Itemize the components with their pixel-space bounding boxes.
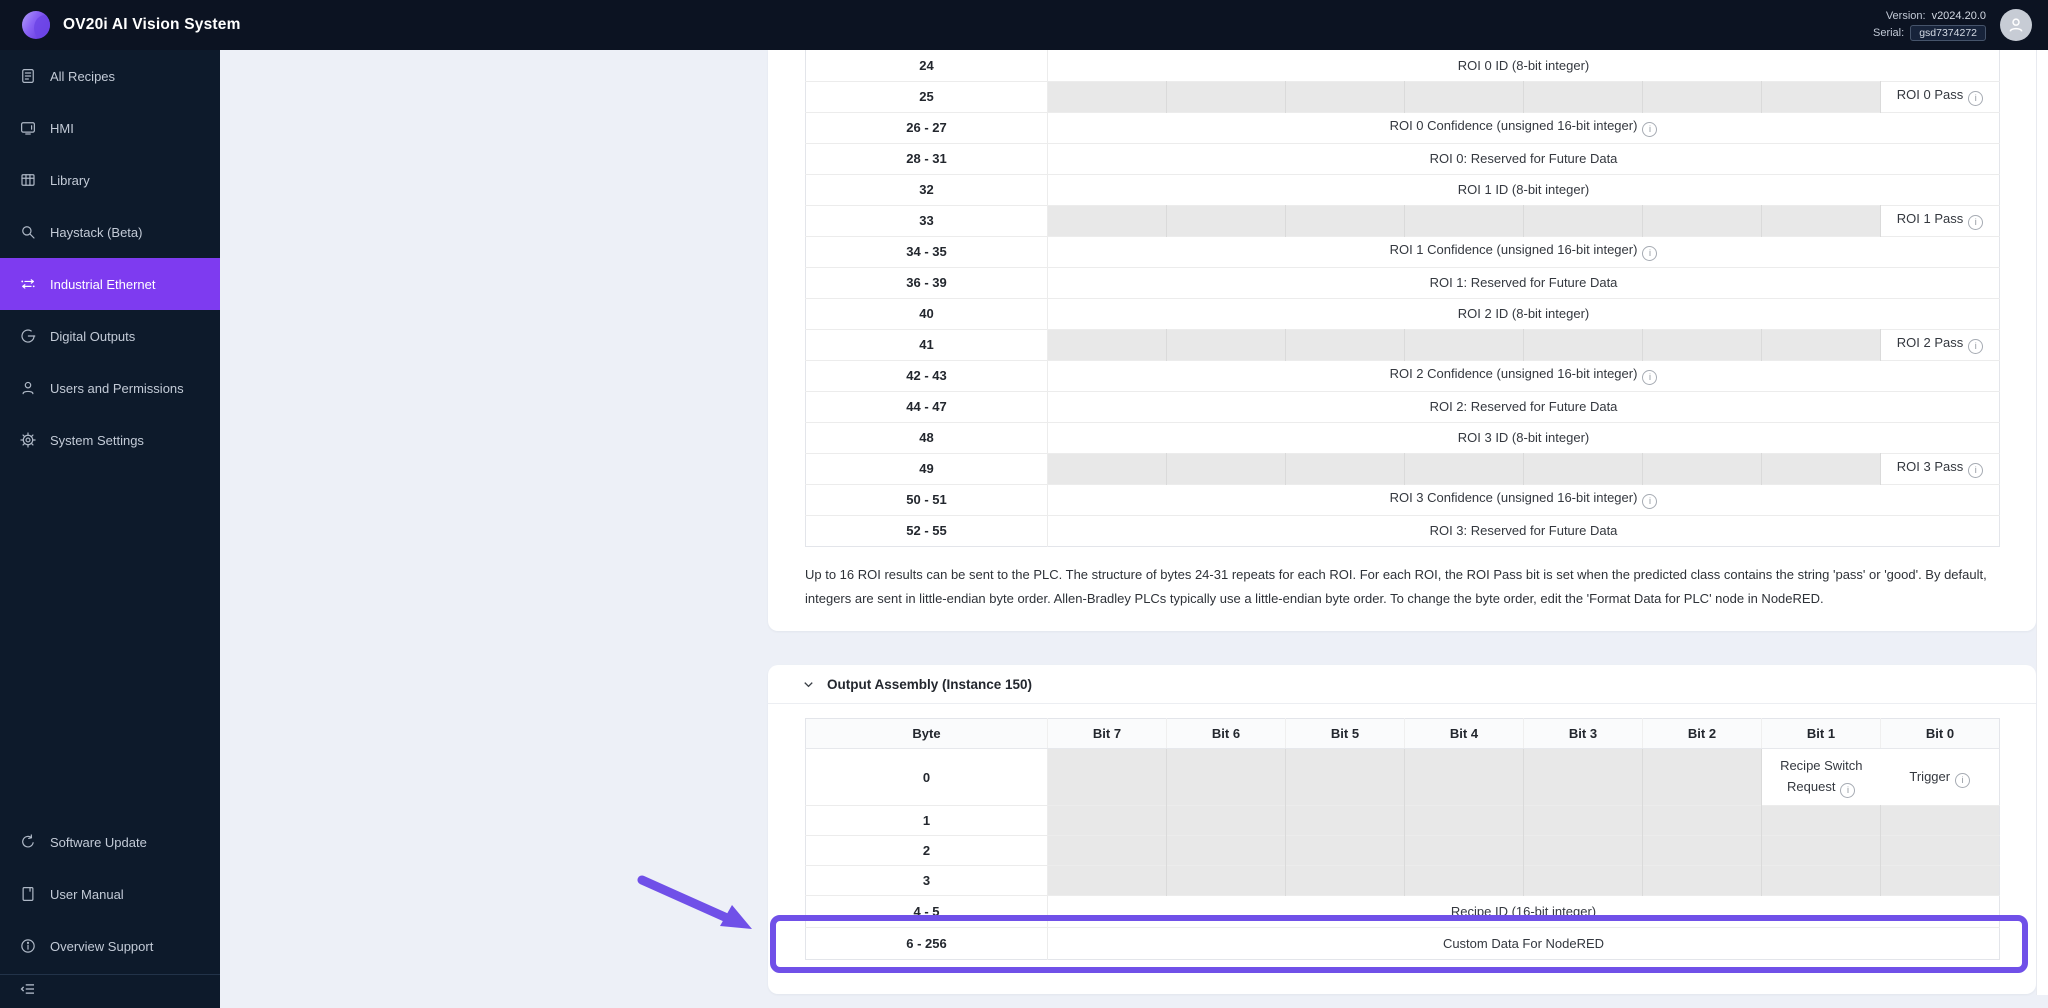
bit-cell — [1643, 836, 1762, 866]
sidebar-item-label: Library — [50, 172, 90, 188]
app-title: OV20i AI Vision System — [63, 16, 241, 33]
desc-cell: ROI 1 ID (8-bit integer) — [1048, 174, 2000, 205]
bit-cell — [1286, 836, 1405, 866]
byte-cell: 52 - 55 — [806, 515, 1048, 546]
sidebar-item-overview-support[interactable] — [0, 920, 220, 972]
table-row — [806, 174, 2000, 205]
output-table-header-row — [806, 719, 2000, 749]
desc-cell: Custom Data For NodeRED — [1048, 928, 2000, 960]
info-icon[interactable]: i — [1968, 215, 1983, 230]
output-assembly-table — [805, 718, 2000, 960]
version-label: Version: — [1885, 9, 1926, 22]
column-header: Bit 0 — [1881, 719, 2000, 749]
sidebar-collapse-button[interactable] — [0, 975, 239, 1008]
desc-cell: ROI 3 Confidence (unsigned 16-bit integer) i — [1048, 484, 2000, 515]
byte-cell: 40 — [806, 298, 1048, 329]
column-header: Bit 4 — [1405, 719, 1524, 749]
bit-cell — [1881, 806, 2000, 836]
bit-cell — [1762, 205, 1881, 236]
serial-label: Serial: — [1873, 26, 1905, 39]
roi-note-paragraph: Up to 16 ROI results can be sent to the PLC. The structure of bytes 24-31 repeats for each ROI. For each ROI, the ROI Pass bit is set when the predicted class contains the string 'pass' or 'good'. By default, integers are sent in little-endian byte order. Allen-Bradley PLCs typically use a little-endian byte order. To change the byte order, edit the 'Format Data for PLC' node in NodeRED. — [805, 566, 1987, 606]
hmi-icon — [19, 119, 37, 137]
sidebar-item-label: Software Update — [50, 834, 147, 850]
sidebar-item-haystack-beta[interactable] — [0, 206, 220, 258]
column-header: Bit 3 — [1524, 719, 1643, 749]
bit-cell — [1167, 205, 1286, 236]
bit-cell — [1643, 749, 1762, 806]
table-row — [806, 806, 2000, 836]
table-row — [806, 112, 2000, 143]
sidebar-item-label: Users and Permissions — [50, 380, 184, 396]
byte-cell: 0 — [806, 749, 1048, 806]
sidebar-item-system-settings[interactable] — [0, 414, 220, 466]
chevron-down-icon — [801, 677, 816, 692]
table-row — [806, 515, 2000, 546]
bit-cell — [1167, 836, 1286, 866]
bit-cell — [1762, 866, 1881, 896]
bit-cell — [1643, 866, 1762, 896]
desc-cell: ROI 0 ID (8-bit integer) — [1457, 57, 1590, 73]
table-row — [806, 866, 2000, 896]
bit-cell — [1762, 806, 1881, 836]
bit-cell — [1405, 453, 1524, 484]
sidebar-item-label: Industrial Ethernet — [50, 276, 156, 292]
byte-cell: 50 - 51 — [806, 484, 1048, 515]
byte-cell: 33 — [806, 205, 1048, 236]
column-header: Bit 7 — [1048, 719, 1167, 749]
desc-cell: ROI 3 ID (8-bit integer) — [1048, 422, 2000, 453]
bit-cell — [1524, 205, 1643, 236]
table-row — [806, 143, 2000, 174]
bit0-cell: Trigger i — [1881, 749, 2000, 806]
bit-cell — [1762, 453, 1881, 484]
bit-cell — [1524, 836, 1643, 866]
table-row — [806, 236, 2000, 267]
sidebar-item-user-manual[interactable] — [0, 868, 220, 920]
byte-cell: 1 — [806, 806, 1048, 836]
serial-badge: gsd7374272 — [1910, 25, 1986, 41]
highlighted-table-row — [806, 928, 2000, 960]
bit-cell — [1405, 806, 1524, 836]
app-logo-icon — [22, 11, 50, 39]
bit-cell — [1286, 806, 1405, 836]
info-icon[interactable]: i — [1642, 122, 1657, 137]
byte-cell: 4 - 5 — [806, 896, 1048, 928]
input-assembly-table — [805, 50, 2000, 547]
info-icon[interactable]: i — [1840, 783, 1855, 798]
bit-cell — [1167, 81, 1286, 112]
table-row — [806, 453, 2000, 484]
sidebar-item-label: Overview Support — [50, 938, 154, 954]
bit-cell — [1167, 866, 1286, 896]
bit-cell — [1524, 749, 1643, 806]
byte-cell: 32 — [806, 174, 1048, 205]
info-icon[interactable]: i — [1968, 91, 1983, 106]
bit-cell — [1762, 329, 1881, 360]
table-row — [806, 81, 2000, 112]
info-circle-icon — [19, 937, 37, 955]
sidebar-item-digital-outputs[interactable] — [0, 310, 220, 362]
sidebar-item-all-recipes[interactable] — [0, 50, 220, 102]
sidebar-item-users-and-permissions[interactable] — [0, 362, 220, 414]
table-row — [806, 205, 2000, 236]
bit-cell — [1524, 866, 1643, 896]
info-icon[interactable]: i — [1955, 773, 1970, 788]
byte-cell: 44 - 47 — [806, 391, 1048, 422]
pass-cell: ROI 3 Pass i — [1881, 453, 2000, 484]
byte-cell: 3 — [806, 866, 1048, 896]
desc-cell: ROI 3: Reserved for Future Data — [1048, 515, 2000, 546]
desc-cell: ROI 0: Reserved for Future Data — [1048, 143, 2000, 174]
sidebar-item-hmi[interactable] — [0, 102, 220, 154]
table-row — [806, 836, 2000, 866]
info-icon[interactable]: i — [1642, 494, 1657, 509]
byte-cell: 24 — [806, 50, 1048, 81]
gear-icon — [19, 431, 37, 449]
bit-cell — [1048, 329, 1167, 360]
column-header: Bit 1 — [1762, 719, 1881, 749]
column-header: Bit 6 — [1167, 719, 1286, 749]
info-icon[interactable]: i — [1642, 246, 1657, 261]
bit-cell — [1643, 205, 1762, 236]
sidebar — [0, 50, 220, 1008]
table-row — [806, 50, 2000, 81]
bit-cell — [1167, 453, 1286, 484]
bit-cell — [1048, 836, 1167, 866]
table-row — [806, 329, 2000, 360]
pass-cell: ROI 0 Pass i — [1881, 81, 2000, 112]
bit-cell — [1643, 806, 1762, 836]
bit1-cell: Recipe Switch Request i — [1762, 749, 1881, 806]
bit-cell — [1048, 205, 1167, 236]
table-row — [806, 391, 2000, 422]
sidebar-item-library[interactable] — [0, 154, 220, 206]
table-row — [806, 267, 2000, 298]
bit-cell — [1643, 81, 1762, 112]
bit-cell — [1048, 806, 1167, 836]
table-row — [806, 422, 2000, 453]
desc-cell: ROI 1 Confidence (unsigned 16-bit integer) i — [1048, 236, 2000, 267]
byte-cell: 48 — [806, 422, 1048, 453]
bit-cell — [1286, 329, 1405, 360]
pass-cell: ROI 1 Pass i — [1881, 205, 2000, 236]
column-header: Byte — [806, 719, 1048, 749]
user-icon — [19, 379, 37, 397]
sidebar-item-label: System Settings — [50, 432, 144, 448]
output-assembly-card — [768, 665, 2036, 994]
bit-cell — [1286, 453, 1405, 484]
byte-cell: 28 - 31 — [806, 143, 1048, 174]
bit-cell — [1405, 866, 1524, 896]
byte-cell: 6 - 256 — [806, 928, 1048, 960]
column-header: Bit 5 — [1286, 719, 1405, 749]
bit-cell — [1286, 205, 1405, 236]
pass-cell: ROI 2 Pass i — [1881, 329, 2000, 360]
desc-cell: ROI 2 ID (8-bit integer) — [1048, 298, 2000, 329]
bit-cell — [1048, 453, 1167, 484]
sidebar-item-label: All Recipes — [50, 68, 116, 84]
bit-cell — [1286, 866, 1405, 896]
bit-cell — [1405, 836, 1524, 866]
library-icon — [19, 171, 37, 189]
sidebar-item-label: User Manual — [50, 886, 124, 902]
table-row — [806, 484, 2000, 515]
bit-cell — [1286, 81, 1405, 112]
byte-cell: 34 - 35 — [806, 236, 1048, 267]
byte-cell: 49 — [806, 453, 1048, 484]
input-assembly-card — [768, 50, 2036, 631]
byte-cell: 25 — [806, 81, 1048, 112]
collapse-sidebar-icon — [19, 980, 37, 1003]
manual-icon — [19, 885, 37, 903]
refresh-icon — [19, 833, 37, 851]
info-icon[interactable]: i — [1968, 339, 1983, 354]
scrollbar-track[interactable] — [2036, 50, 2048, 995]
ethernet-icon — [19, 275, 37, 293]
desc-cell: ROI 2 Confidence (unsigned 16-bit integer) i — [1048, 360, 2000, 391]
top-bar — [0, 0, 2048, 50]
byte-cell: 2 — [806, 836, 1048, 866]
bit-cell — [1048, 81, 1167, 112]
info-icon[interactable]: i — [1968, 463, 1983, 478]
byte-cell: 42 - 43 — [806, 360, 1048, 391]
bit-cell — [1405, 81, 1524, 112]
sidebar-item-label: Digital Outputs — [50, 328, 136, 344]
bit-cell — [1762, 836, 1881, 866]
person-icon — [2006, 15, 2026, 35]
digital-outputs-icon — [19, 327, 37, 345]
sidebar-item-label: Haystack (Beta) — [50, 224, 143, 240]
table-row — [806, 298, 2000, 329]
bit-cell — [1286, 749, 1405, 806]
byte-cell: 36 - 39 — [806, 267, 1048, 298]
bit-cell — [1048, 749, 1167, 806]
column-header: Bit 2 — [1643, 719, 1762, 749]
bit-cell — [1167, 329, 1286, 360]
table-row — [806, 749, 2000, 806]
byte-cell: 26 - 27 — [806, 112, 1048, 143]
bit-cell — [1167, 806, 1286, 836]
search-icon — [19, 223, 37, 241]
sidebar-item-software-update[interactable] — [0, 816, 220, 868]
bit-cell — [1405, 749, 1524, 806]
bit-cell — [1405, 205, 1524, 236]
sidebar-item-industrial-ethernet[interactable] — [0, 258, 220, 310]
output-assembly-section-header[interactable] — [768, 665, 2036, 704]
bit-cell — [1405, 329, 1524, 360]
byte-cell: 41 — [806, 329, 1048, 360]
user-avatar[interactable] — [2000, 9, 2032, 41]
version-value: v2024.20.0 — [1931, 9, 1986, 22]
bit-cell — [1524, 806, 1643, 836]
bit-cell — [1167, 749, 1286, 806]
table-row — [806, 360, 2000, 391]
recipes-icon — [19, 67, 37, 85]
bit-cell — [1524, 329, 1643, 360]
bit-cell — [1524, 81, 1643, 112]
bit-cell — [1524, 453, 1643, 484]
output-assembly-title: Output Assembly (Instance 150) — [827, 676, 1033, 692]
desc-cell: ROI 2: Reserved for Future Data — [1048, 391, 2000, 422]
bit-cell — [1881, 866, 2000, 896]
desc-cell: ROI 1: Reserved for Future Data — [1048, 267, 2000, 298]
bit-cell — [1881, 836, 2000, 866]
bit-cell — [1048, 866, 1167, 896]
bit-cell — [1643, 453, 1762, 484]
version-serial-block — [1873, 10, 1986, 41]
table-row — [806, 896, 2000, 928]
desc-cell: ROI 0 Confidence (unsigned 16-bit integer) i — [1048, 112, 2000, 143]
info-icon[interactable]: i — [1642, 370, 1657, 385]
bit-cell — [1762, 81, 1881, 112]
sidebar-item-label: HMI — [50, 120, 74, 136]
desc-cell: Recipe ID (16-bit integer) — [1048, 896, 2000, 928]
bit-cell — [1643, 329, 1762, 360]
